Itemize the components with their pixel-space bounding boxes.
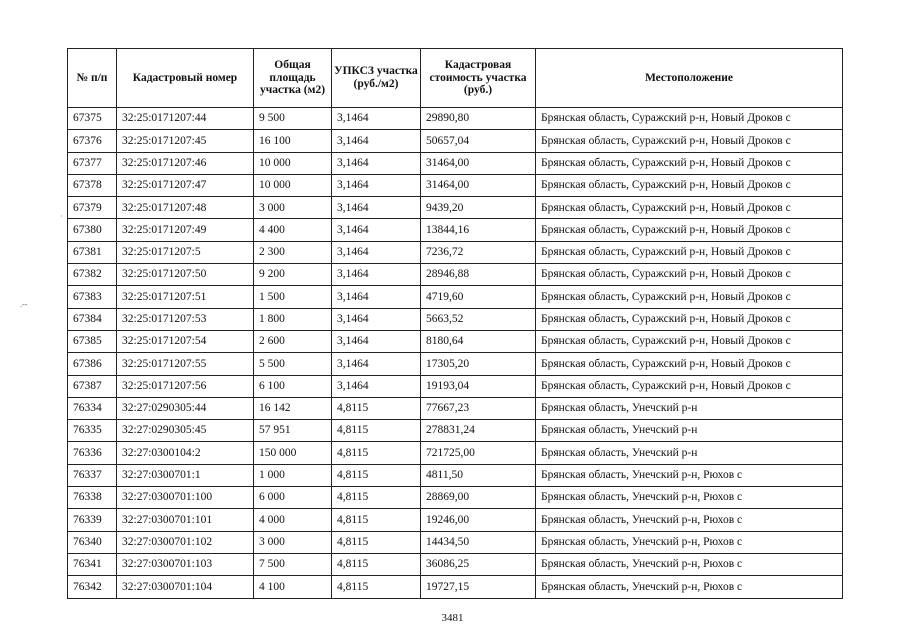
cell-cadastral-value: 17305,20 [421,353,536,375]
cell-cadastral-number: 32:25:0171207:44 [117,108,254,130]
cell-upksz: 3,1464 [332,375,421,397]
cell-cadastral-number: 32:25:0171207:48 [117,197,254,219]
cell-area: 150 000 [254,442,332,464]
cell-area: 10 000 [254,174,332,196]
cell-cadastral-number: 32:25:0171207:54 [117,330,254,352]
cell-row-number: 76342 [68,576,117,598]
cell-cadastral-value: 77667,23 [421,397,536,419]
cell-cadastral-value: 4719,60 [421,286,536,308]
cell-area: 5 500 [254,353,332,375]
table-row [68,152,843,174]
cell-cadastral-value: 9439,20 [421,197,536,219]
cell-area: 3 000 [254,197,332,219]
cell-row-number: 76339 [68,509,117,531]
cell-upksz: 3,1464 [332,152,421,174]
cell-row-number: 76340 [68,531,117,553]
scan-speck: · [60,212,63,221]
cell-location: Брянская область, Суражский р-н, Новый Дроков с [536,108,843,130]
table-row [68,353,843,375]
cell-upksz: 3,1464 [332,330,421,352]
table-row [68,531,843,553]
cell-location: Брянская область, Унечский р-н, Рюхов с [536,576,843,598]
cell-cadastral-value: 19193,04 [421,375,536,397]
cell-upksz: 3,1464 [332,219,421,241]
cell-cadastral-number: 32:25:0171207:50 [117,264,254,286]
cell-row-number: 67382 [68,264,117,286]
cell-cadastral-value: 8180,64 [421,330,536,352]
cell-upksz: 3,1464 [332,286,421,308]
table-row [68,464,843,486]
cell-cadastral-value: 28869,00 [421,487,536,509]
cell-cadastral-value: 19727,15 [421,576,536,598]
cell-cadastral-number: 32:25:0171207:49 [117,219,254,241]
cell-cadastral-value: 19246,00 [421,509,536,531]
cell-row-number: 76334 [68,397,117,419]
cell-area: 9 200 [254,264,332,286]
cell-row-number: 67378 [68,174,117,196]
cell-location: Брянская область, Унечский р-н, Рюхов с [536,487,843,509]
cell-upksz: 3,1464 [332,174,421,196]
cell-area: 6 000 [254,487,332,509]
table-row [68,308,843,330]
cell-location: Брянская область, Суражский р-н, Новый Дроков с [536,308,843,330]
table-row [68,553,843,575]
cell-upksz: 4,8115 [332,576,421,598]
cell-row-number: 76337 [68,464,117,486]
cell-row-number: 67387 [68,375,117,397]
table-row [68,330,843,352]
cell-cadastral-number: 32:27:0290305:44 [117,397,254,419]
cell-area: 9 500 [254,108,332,130]
cell-location: Брянская область, Суражский р-н, Новый Дроков с [536,286,843,308]
cell-upksz: 4,8115 [332,464,421,486]
cell-location: Брянская область, Унечский р-н [536,420,843,442]
cell-cadastral-number: 32:27:0300701:103 [117,553,254,575]
cell-location: Брянская область, Суражский р-н, Новый Дроков с [536,330,843,352]
scan-speck: .-- [20,300,28,309]
header-location: Местоположение [536,49,843,108]
cell-cadastral-number: 32:27:0300701:102 [117,531,254,553]
table-row [68,108,843,130]
header-cadastral-number: Кадастровый номер [117,49,254,108]
cell-area: 16 142 [254,397,332,419]
cell-area: 2 300 [254,241,332,263]
cell-location: Брянская область, Унечский р-н, Рюхов с [536,531,843,553]
cell-cadastral-number: 32:25:0171207:53 [117,308,254,330]
cell-upksz: 4,8115 [332,553,421,575]
cell-upksz: 3,1464 [332,308,421,330]
cell-location: Брянская область, Суражский р-н, Новый Дроков с [536,219,843,241]
cell-cadastral-number: 32:27:0290305:45 [117,420,254,442]
table-row [68,375,843,397]
cell-upksz: 4,8115 [332,420,421,442]
cell-location: Брянская область, Унечский р-н, Рюхов с [536,509,843,531]
cell-row-number: 67386 [68,353,117,375]
cell-location: Брянская область, Унечский р-н [536,442,843,464]
cell-row-number: 76338 [68,487,117,509]
cell-cadastral-number: 32:25:0171207:56 [117,375,254,397]
cell-cadastral-value: 31464,00 [421,152,536,174]
header-row-number: № п/п [68,49,117,108]
cell-cadastral-value: 36086,25 [421,553,536,575]
cell-area: 7 500 [254,553,332,575]
cell-cadastral-number: 32:25:0171207:47 [117,174,254,196]
cell-area: 4 400 [254,219,332,241]
cell-cadastral-value: 13844,16 [421,219,536,241]
table-row [68,241,843,263]
cell-upksz: 4,8115 [332,397,421,419]
cell-area: 6 100 [254,375,332,397]
cell-location: Брянская область, Унечский р-н, Рюхов с [536,464,843,486]
cell-area: 1 800 [254,308,332,330]
cell-row-number: 67375 [68,108,117,130]
cell-location: Брянская область, Суражский р-н, Новый Дроков с [536,353,843,375]
header-cadastral-value: Кадастровая стоимость участка (руб.) [421,49,536,108]
cell-location: Брянская область, Унечский р-н, Рюхов с [536,553,843,575]
cell-location: Брянская область, Суражский р-н, Новый Дроков с [536,152,843,174]
table-row [68,130,843,152]
cell-upksz: 3,1464 [332,353,421,375]
cell-location: Брянская область, Суражский р-н, Новый Дроков с [536,130,843,152]
cell-upksz: 3,1464 [332,264,421,286]
cell-cadastral-number: 32:27:0300104:2 [117,442,254,464]
table-row [68,286,843,308]
cell-row-number: 76341 [68,553,117,575]
cell-cadastral-value: 4811,50 [421,464,536,486]
cell-row-number: 67380 [68,219,117,241]
cell-row-number: 67379 [68,197,117,219]
header-area: Общая площадь участка (м2) [254,49,332,108]
cell-area: 4 100 [254,576,332,598]
cell-cadastral-number: 32:25:0171207:45 [117,130,254,152]
cell-location: Брянская область, Суражский р-н, Новый Дроков с [536,375,843,397]
cell-cadastral-number: 32:27:0300701:101 [117,509,254,531]
cell-cadastral-value: 28946,88 [421,264,536,286]
cell-location: Брянская область, Суражский р-н, Новый Дроков с [536,241,843,263]
cell-upksz: 4,8115 [332,487,421,509]
table-row [68,174,843,196]
table-row [68,219,843,241]
cell-row-number: 67385 [68,330,117,352]
cell-cadastral-value: 14434,50 [421,531,536,553]
cell-area: 10 000 [254,152,332,174]
cell-area: 2 600 [254,330,332,352]
page-number: 3481 [441,612,464,624]
cell-area: 4 000 [254,509,332,531]
cell-cadastral-number: 32:25:0171207:5 [117,241,254,263]
cell-location: Брянская область, Суражский р-н, Новый Дроков с [536,264,843,286]
cell-cadastral-value: 50657,04 [421,130,536,152]
cell-cadastral-number: 32:27:0300701:1 [117,464,254,486]
cell-cadastral-value: 31464,00 [421,174,536,196]
table-row [68,420,843,442]
cadastral-table [67,48,843,599]
cell-upksz: 3,1464 [332,197,421,219]
cell-upksz: 3,1464 [332,108,421,130]
cell-upksz: 4,8115 [332,531,421,553]
cell-cadastral-number: 32:25:0171207:55 [117,353,254,375]
cell-cadastral-number: 32:25:0171207:51 [117,286,254,308]
cell-location: Брянская область, Суражский р-н, Новый Дроков с [536,174,843,196]
table-body [68,108,843,599]
header-upksz: УПКСЗ участка (руб./м2) [332,49,421,108]
cell-cadastral-value: 278831,24 [421,420,536,442]
cell-area: 3 000 [254,531,332,553]
table-row [68,197,843,219]
cell-area: 16 100 [254,130,332,152]
cell-row-number: 67384 [68,308,117,330]
table-row [68,576,843,598]
table-header-row [68,49,843,108]
cell-row-number: 67383 [68,286,117,308]
table-row [68,442,843,464]
cell-cadastral-number: 32:27:0300701:104 [117,576,254,598]
cell-location: Брянская область, Суражский р-н, Новый Дроков с [536,197,843,219]
cell-upksz: 3,1464 [332,130,421,152]
cell-area: 57 951 [254,420,332,442]
cell-row-number: 67377 [68,152,117,174]
cell-area: 1 000 [254,464,332,486]
cell-area: 1 500 [254,286,332,308]
cell-cadastral-value: 721725,00 [421,442,536,464]
cell-row-number: 67376 [68,130,117,152]
table-row [68,397,843,419]
cell-cadastral-value: 29890,80 [421,108,536,130]
cell-upksz: 4,8115 [332,442,421,464]
cell-upksz: 4,8115 [332,509,421,531]
table-row [68,509,843,531]
table-row [68,264,843,286]
cell-row-number: 67381 [68,241,117,263]
cell-row-number: 76335 [68,420,117,442]
cell-cadastral-number: 32:25:0171207:46 [117,152,254,174]
cell-location: Брянская область, Унечский р-н [536,397,843,419]
cell-cadastral-value: 5663,52 [421,308,536,330]
cell-row-number: 76336 [68,442,117,464]
table-row [68,487,843,509]
cell-cadastral-number: 32:27:0300701:100 [117,487,254,509]
cell-cadastral-value: 7236,72 [421,241,536,263]
cell-upksz: 3,1464 [332,241,421,263]
